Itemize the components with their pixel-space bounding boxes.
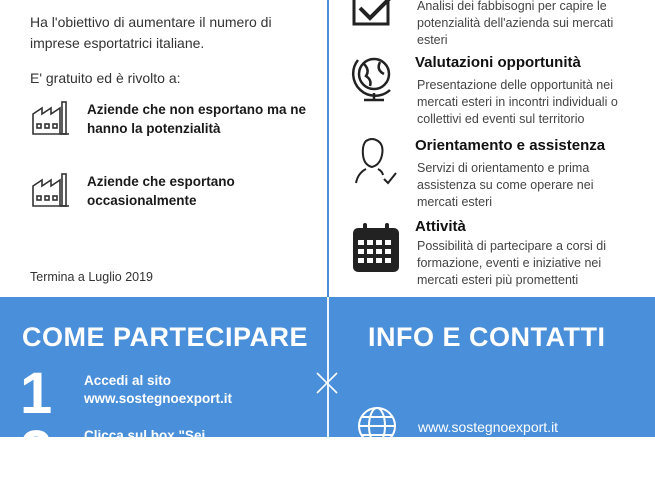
service-title: Attività	[415, 218, 466, 235]
factory-icon	[30, 172, 72, 208]
factory-icon	[30, 100, 72, 136]
calendar-icon	[350, 222, 402, 274]
step-number: 2	[20, 419, 53, 484]
step-line[interactable]: www.sostegnoexport.it	[84, 391, 233, 406]
service-desc: Presentazione delle opportunità nei mercati esteri in incontri individuali o collettivi ed eventi sul territorio	[417, 78, 618, 126]
bottom-divider	[327, 297, 329, 437]
bottom-section	[0, 297, 655, 484]
globe-icon	[350, 52, 402, 104]
target-text: Aziende che esportano occasionalmente	[87, 174, 235, 208]
globe-icon	[355, 404, 399, 448]
website-link[interactable]: www.sostegnoexport.it	[418, 419, 559, 435]
target-item	[30, 172, 320, 212]
target-item	[30, 100, 320, 140]
intro-text: Ha l'obiettivo di aumentare il numero di imprese esportatrici italiane.	[30, 14, 272, 51]
step-line: Accedi al sito	[84, 373, 172, 388]
person-check-icon	[350, 135, 402, 187]
service-title: Valutazioni opportunità	[415, 54, 581, 71]
free-label: E' gratuito ed è rivolto a:	[30, 70, 181, 86]
end-date: Termina a Luglio 2019	[30, 270, 153, 284]
column-divider	[327, 0, 329, 297]
service-title: Orientamento e assistenza	[415, 137, 606, 154]
service-desc: Servizi di orientamento e prima assistenza su come operare nei mercati esteri	[417, 161, 594, 209]
contacts-title: INFO E CONTATTI	[368, 322, 606, 352]
participate-title: COME PARTECIPARE	[22, 322, 309, 352]
cross-icon	[314, 370, 340, 396]
target-text: Aziende che non esportano ma ne hanno la potenzialità	[87, 102, 307, 136]
step-number: 1	[20, 361, 53, 426]
service-desc: Possibilità di partecipare a corsi di formazione, eventi e iniziative nei mercati esteri più promettenti	[417, 239, 606, 287]
step-text	[84, 372, 232, 408]
checkbox-icon	[350, 0, 402, 42]
step-line: Clicca sul box "Sei	[84, 428, 206, 443]
step-text	[84, 427, 205, 445]
service-desc: Analisi dei fabbisogni per capire le potenzialità dell'azienda sui mercati esteri	[417, 0, 614, 47]
